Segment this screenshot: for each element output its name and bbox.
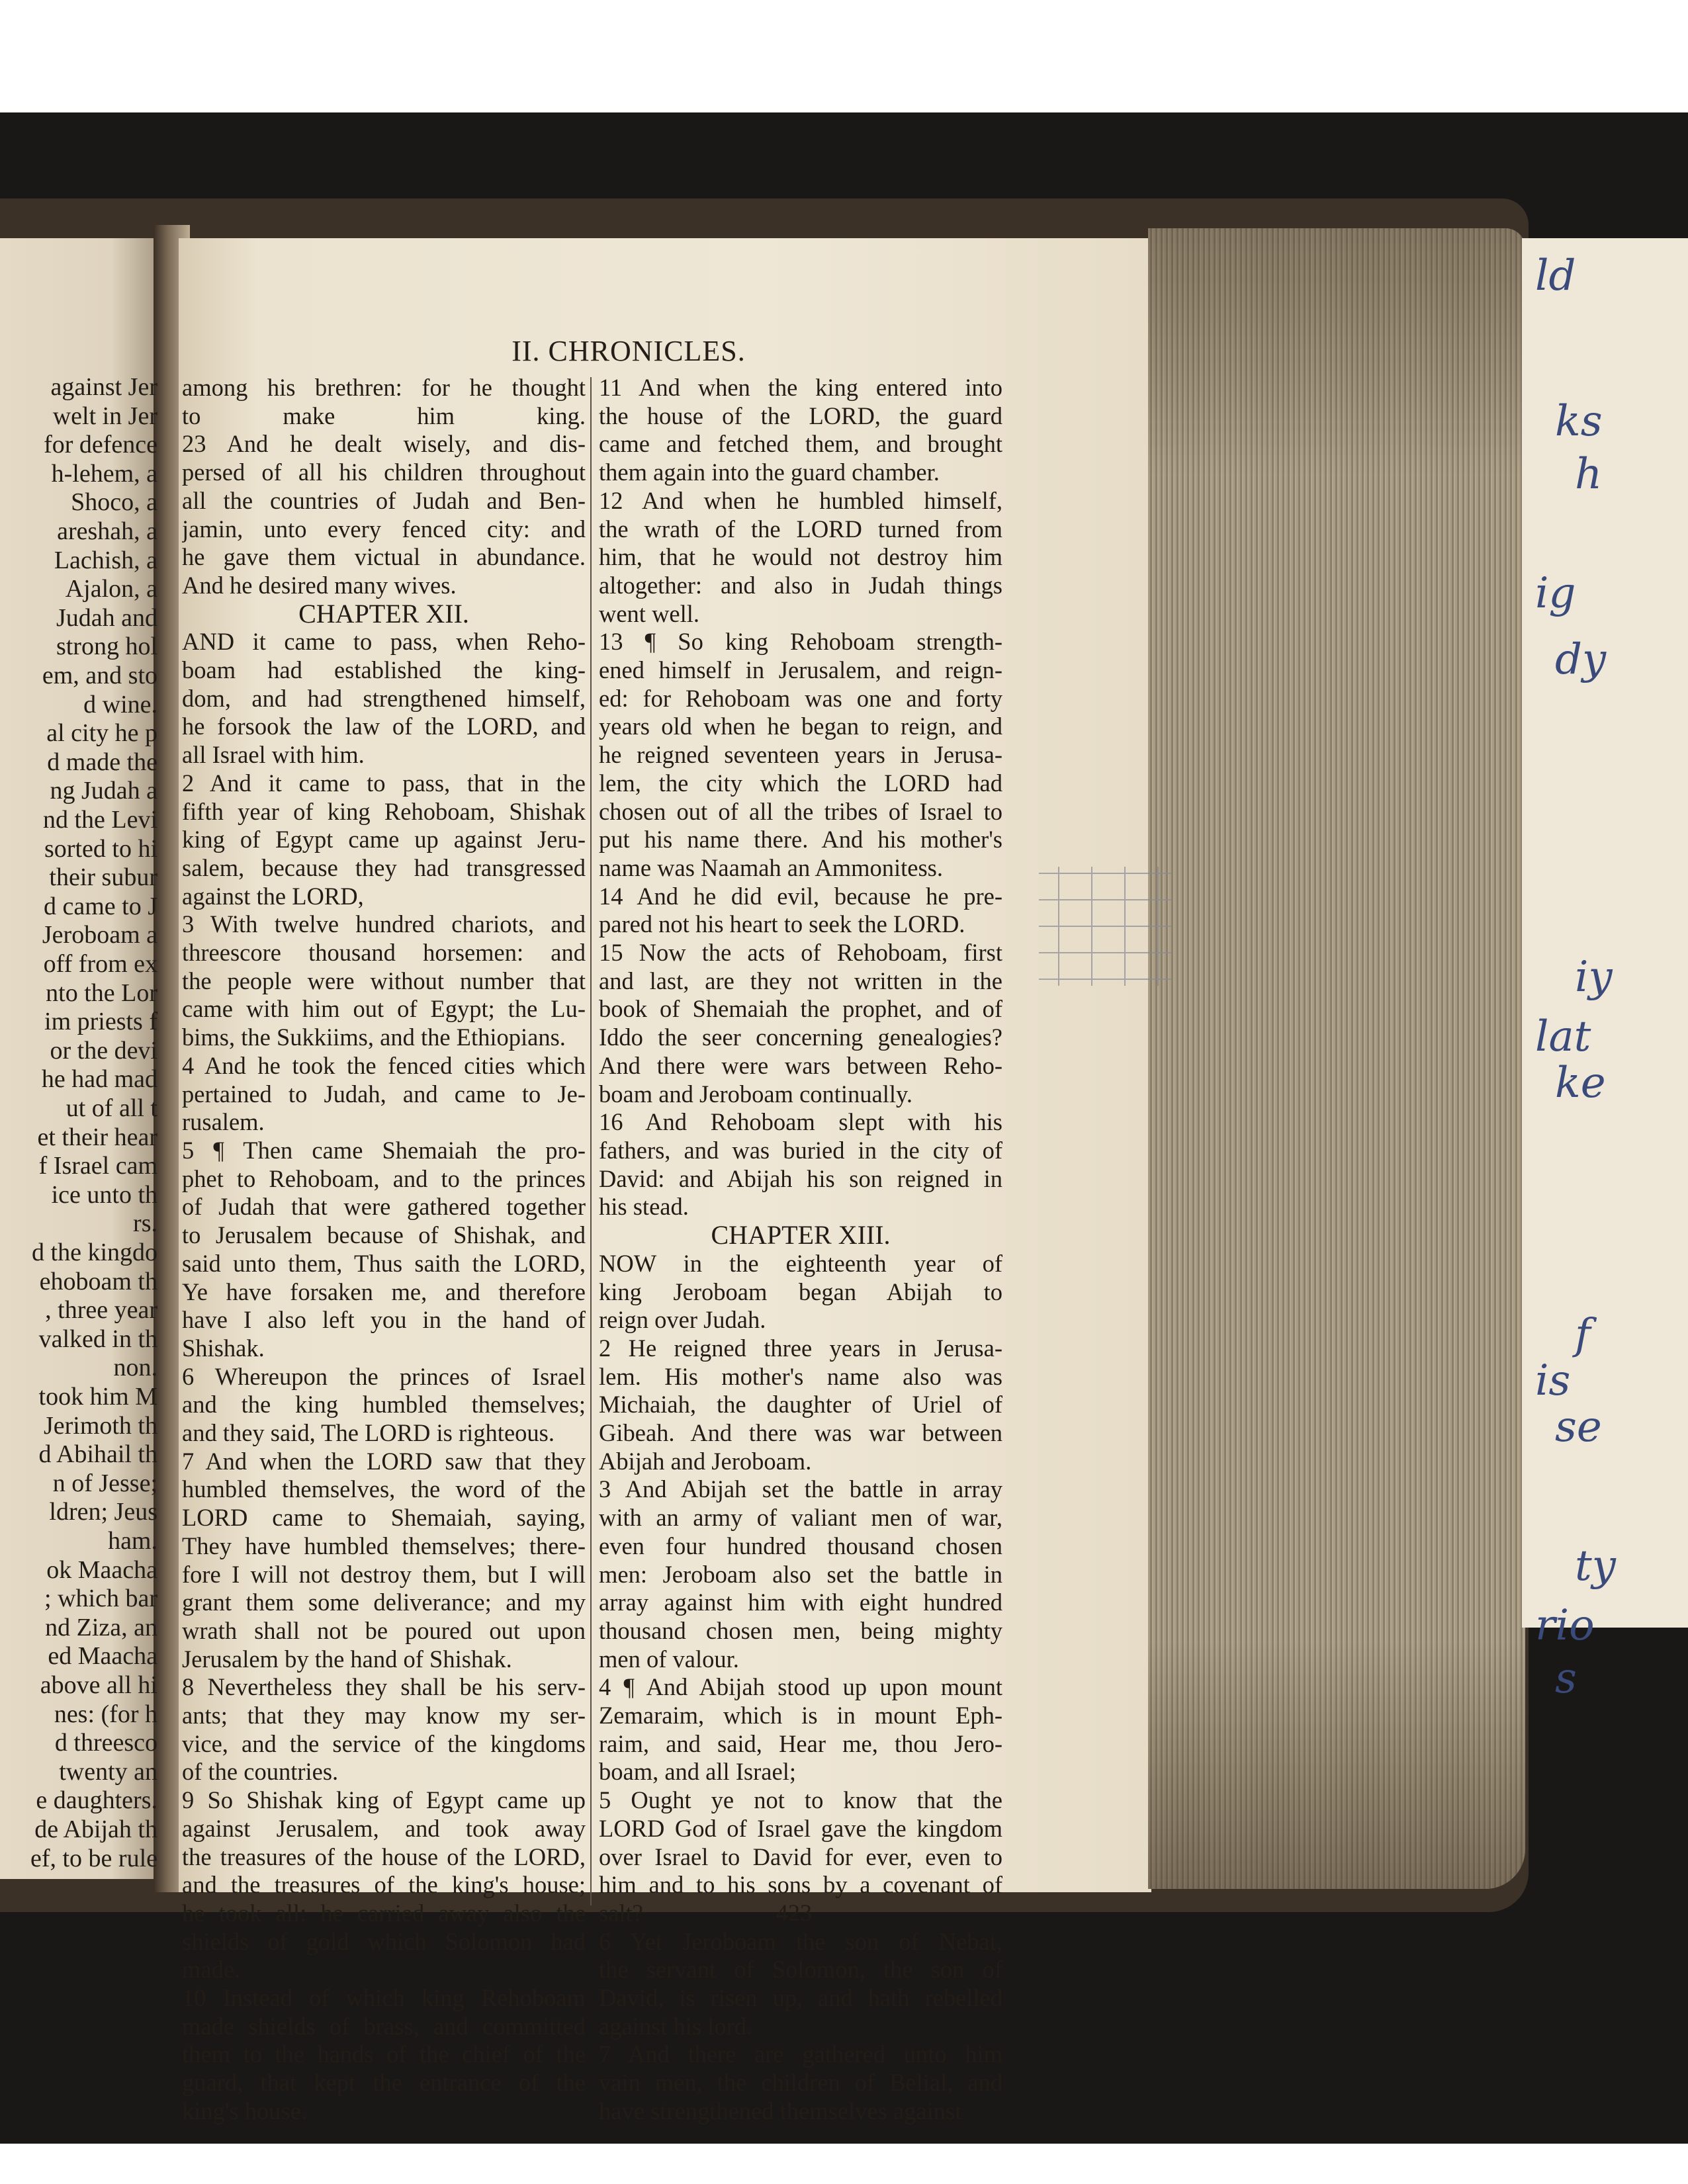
verse-line: 2 He reigned three years in Jerusa- <box>599 1334 1002 1362</box>
verse-line: Iddo the seer concerning genealogies? <box>599 1024 1002 1051</box>
left-page-fragment: d threesco <box>54 1729 157 1757</box>
verse-line: ants; that they may know my ser- <box>182 1702 586 1729</box>
verse-line: Michaiah, the daughter of Uriel of <box>599 1391 1002 1419</box>
left-page-fragment: ng Judah a <box>50 777 157 805</box>
verse-line: ed: for Rehoboam was one and forty <box>599 684 1002 712</box>
verse-line: he took all: he carried away also the <box>182 1899 586 1927</box>
verse-line: raim, and said, Hear me, thou Jero- <box>599 1729 1002 1757</box>
left-page-fragment: ham. <box>108 1527 157 1555</box>
verse-line: salt? <box>599 1899 643 1927</box>
left-page-fragment: Ajalon, a <box>65 575 157 603</box>
verse-line: rusalem. <box>182 1108 265 1136</box>
left-text-column <box>182 374 586 2126</box>
left-page-fragment: al city he p <box>46 719 157 748</box>
verse-line: among his brethren: for he thought <box>182 374 586 401</box>
left-page-fragment: Lachish, a <box>54 546 157 574</box>
verse-line: have I also left you in the hand of <box>182 1306 586 1334</box>
verse-line: and the treasures of the king's house; <box>182 1871 586 1899</box>
left-page-fragment: ok Maacha <box>46 1555 157 1584</box>
verse-line: king's house. <box>182 2097 308 2124</box>
verse-line: 4 ¶ And Abijah stood up upon mount <box>599 1673 1002 1701</box>
left-page-fragment: de Abijah th <box>34 1815 157 1843</box>
left-page-fragment: he had mad <box>41 1065 157 1094</box>
verse-line: They have humbled themselves; there- <box>182 1532 586 1559</box>
verse-line: Shishak. <box>182 1334 265 1362</box>
verse-line: he reigned seventeen years in Jerusa- <box>599 741 1002 769</box>
verse-line: David: and Abijah his son reigned in <box>599 1164 1002 1192</box>
verse-line: to Jerusalem because of Shishak, and <box>182 1221 586 1249</box>
left-page-fragment: , three year <box>45 1296 157 1325</box>
verse-line: even four hundred thousand chosen <box>599 1532 1002 1559</box>
pencil-annotation: f <box>1575 1310 1591 1359</box>
verse-line: king Jeroboam began Abijah to <box>599 1278 1002 1305</box>
left-page-fragment: et their hear <box>37 1123 157 1151</box>
verse-line: men of valour. <box>599 1645 739 1673</box>
left-page-fragment: sorted to hi <box>44 834 157 863</box>
page-fore-edge <box>1148 228 1525 1889</box>
left-page-fragment: Judah and <box>56 603 157 632</box>
verse-line: LORD came to Shemaiah, saying, <box>182 1504 586 1532</box>
verse-line: book of Shemaiah the prophet, and of <box>599 995 1002 1023</box>
verse-line: 11 And when the king entered into <box>599 374 1002 401</box>
verse-line: against the LORD, <box>182 882 364 910</box>
verse-line: him, that he would not destroy him <box>599 543 1002 571</box>
verse-line: over Israel to David for ever, even to <box>599 1843 1002 1870</box>
chapter-heading: CHAPTER XIII. <box>711 1221 891 1250</box>
verse-line: lem, the city which the LORD had <box>599 769 1002 797</box>
verse-line: Abijah and Jeroboam. <box>599 1447 812 1475</box>
verse-line: he gave them victual in abundance. <box>182 543 586 571</box>
page-number: 423 <box>776 1900 812 1926</box>
verse-line: 3 And Abijah set the battle in array <box>599 1475 1002 1503</box>
verse-line: 16 And Rehoboam slept with his <box>599 1108 1002 1136</box>
left-page-fragment: ehoboam th <box>39 1267 157 1295</box>
marginalia-strip <box>1522 238 1688 1628</box>
verse-line: 15 Now the acts of Rehoboam, first <box>599 939 1002 967</box>
verse-line: reign over Judah. <box>599 1306 766 1334</box>
verse-line: chosen out of all the tribes of Israel to <box>599 797 1002 825</box>
left-page-fragment: nd the Levi <box>42 806 157 834</box>
pencil-annotation: dy <box>1555 635 1607 684</box>
verse-line: came and fetched them, and brought <box>599 430 1002 458</box>
pencil-annotation: s <box>1555 1654 1577 1703</box>
verse-line: grant them some deliverance; and my <box>182 1589 586 1616</box>
left-page-fragment: ed Maacha <box>48 1642 157 1671</box>
verse-line: 23 And he dealt wisely, and dis- <box>182 430 586 458</box>
verse-line: Gibeah. And there was war between <box>599 1419 1002 1447</box>
verse-line: pertained to Judah, and came to Je- <box>182 1080 586 1108</box>
verse-line: 9 So Shishak king of Egypt came up <box>182 1786 586 1814</box>
left-page-fragment: d the kingdo <box>32 1239 157 1266</box>
verse-line: Zemaraim, which is in mount Eph- <box>599 1702 1002 1729</box>
verse-line: 5 Ought ye not to know that the <box>599 1786 1002 1814</box>
left-page-fragment: d wine. <box>83 690 157 719</box>
verse-line: with an army of valiant men of war, <box>599 1504 1002 1532</box>
verse-line: humbled themselves, the word of the <box>182 1475 586 1503</box>
verse-line: name was Naamah an Ammonitess. <box>599 853 944 881</box>
left-page-fragment: non. <box>113 1354 157 1382</box>
left-page-fragment: nes: (for h <box>54 1700 157 1728</box>
verse-line: of the countries. <box>182 1758 339 1786</box>
verse-line: 13 ¶ So king Rehoboam strength- <box>599 628 1002 656</box>
verse-line: against his lord. <box>599 2012 753 2040</box>
verse-line: vice, and the service of the kingdoms <box>182 1729 586 1757</box>
verse-line: have strengthened themselves against <box>599 2097 962 2124</box>
verse-line: Ye have forsaken me, and therefore <box>182 1278 586 1305</box>
verse-line: king of Egypt came up against Jeru- <box>182 826 586 853</box>
pencil-annotation: lat <box>1535 1012 1591 1061</box>
chapter-heading: CHAPTER XII. <box>298 599 469 629</box>
verse-line: wrath shall not be poured out upon <box>182 1616 586 1644</box>
verse-line: to make him king. <box>182 402 586 429</box>
right-text-column <box>599 374 1002 2126</box>
pencil-annotation: ig <box>1535 569 1576 618</box>
verse-line: 7 And when the LORD saw that they <box>182 1447 586 1475</box>
left-page-fragment: off from ex <box>43 950 157 978</box>
verse-line: And there were wars between Reho- <box>599 1051 1002 1079</box>
left-page-fragment: Jerimoth th <box>43 1411 157 1440</box>
verse-line: boam had established the king- <box>182 656 586 684</box>
verse-line: array against him with eight hundred <box>599 1589 1002 1616</box>
verse-line: boam, and all Israel; <box>599 1758 796 1786</box>
left-page-fragment: nd Ziza, an <box>45 1613 157 1641</box>
left-page-fragment: ; which bar <box>44 1585 157 1613</box>
verse-line: lem. His mother's name also was <box>599 1362 1002 1390</box>
left-page-fragment: ice unto th <box>51 1180 157 1209</box>
left-page-fragment: ef, to be rule <box>30 1844 157 1872</box>
column-rule <box>590 377 592 1905</box>
verse-line: years old when he began to reign, and <box>599 713 1002 740</box>
pencil-annotation: h <box>1575 450 1603 499</box>
left-page-fragment: d made the <box>47 748 157 776</box>
verse-line: shields of gold which Solomon had <box>182 1927 586 1955</box>
verse-line: all the countries of Judah and Ben- <box>182 486 586 514</box>
verse-line: thousand chosen men, being mighty <box>599 1616 1002 1644</box>
verse-line: 14 And he did evil, because he pre- <box>599 882 1002 910</box>
left-page-fragment: f Israel cam <box>38 1152 157 1180</box>
verse-line: he forsook the law of the LORD, and <box>182 713 586 740</box>
verse-line: 7 And there are gathered unto him <box>599 2040 1002 2068</box>
verse-line: made. <box>182 1956 241 1984</box>
verse-line: against Jerusalem, and took away <box>182 1814 586 1842</box>
left-page-fragment: welt in Jer <box>52 402 157 430</box>
verse-line: put his name there. And his mother's <box>599 826 1002 853</box>
verse-line: guard, that kept the entrance of the <box>182 2069 586 2097</box>
verse-line: Jerusalem by the hand of Shishak. <box>182 1645 512 1673</box>
left-page-fragment: took him M <box>38 1383 157 1411</box>
left-page-fragment: or the devi <box>50 1036 157 1065</box>
pencil-annotation: is <box>1535 1356 1571 1405</box>
verse-line: 12 And when he humbled himself, <box>599 486 1002 514</box>
verse-line: 3 With twelve hundred chariots, and <box>182 910 586 938</box>
verse-line: bims, the Sukkiims, and the Ethiopians. <box>182 1024 566 1051</box>
left-page-fragment: against Jer <box>50 373 157 401</box>
verse-line: pared not his heart to seek the LORD. <box>599 910 965 938</box>
verse-line: his stead. <box>599 1193 689 1221</box>
left-page-fragment: n of Jesse; <box>52 1469 157 1497</box>
verse-line: made shields of brass, and committed <box>182 2012 586 2040</box>
left-page-fragment: e daughters. <box>36 1786 157 1815</box>
pencil-annotation: rio <box>1535 1601 1595 1650</box>
left-page-fragment: ldren; Jeus <box>49 1498 157 1526</box>
verse-line: 10 Instead of which king Rehoboam <box>182 1984 586 2012</box>
verse-line: threescore thousand horsemen: and <box>182 939 586 967</box>
verse-line: vain men, the children of Belial, and <box>599 2069 1002 2097</box>
verse-line: NOW in the eighteenth year of <box>599 1249 1002 1277</box>
left-page-fragment: d Abihail th <box>38 1440 157 1469</box>
left-page-fragment: strong hol <box>56 633 157 661</box>
verse-line: altogether: and also in Judah things <box>599 571 1002 599</box>
left-page-fragment: twenty an <box>59 1757 157 1786</box>
pencil-annotation: ty <box>1575 1542 1616 1591</box>
pencil-annotation: ks <box>1555 397 1603 446</box>
left-page-fragment: d came to J <box>43 892 157 920</box>
verse-line: all Israel with him. <box>182 741 365 769</box>
verse-line: said unto them, Thus saith the LORD, <box>182 1249 586 1277</box>
verse-line: dom, and had strengthened himself, <box>182 684 586 712</box>
pencil-annotation: se <box>1555 1403 1602 1452</box>
verse-line: ened himself in Jerusalem, and reign- <box>599 656 1002 684</box>
left-page-fragment: Jeroboam a <box>42 921 157 949</box>
verse-line: them to the hands of the chief of the <box>182 2040 586 2068</box>
verse-line: came with him out of Egypt; the Lu- <box>182 995 586 1023</box>
left-page-fragment: nto the Lor <box>46 979 157 1007</box>
left-page-fragment: for defence <box>44 431 157 459</box>
running-head: II. CHRONICLES. <box>511 335 746 367</box>
pencil-annotation: ke <box>1555 1059 1606 1108</box>
verse-line: salem, because they had transgressed <box>182 853 586 881</box>
verse-line: the people were without number that <box>182 967 586 994</box>
verse-line: 5 ¶ Then came Shemaiah the pro- <box>182 1136 586 1164</box>
left-page-fragment: their subur <box>49 863 157 892</box>
verse-line: LORD God of Israel gave the kingdom <box>599 1814 1002 1842</box>
pencil-annotation: iy <box>1575 953 1613 1002</box>
verse-line: the wrath of the LORD turned from <box>599 515 1002 543</box>
verse-line: 2 And it came to pass, that in the <box>182 769 586 797</box>
verse-line: boam and Jeroboam continually. <box>599 1080 913 1108</box>
verse-line: fifth year of king Rehoboam, Shishak <box>182 797 586 825</box>
verse-line: 6 Yet Jeroboam the son of Nebat, <box>599 1927 1002 1955</box>
verse-line: persed of all his children throughout <box>182 459 586 486</box>
verse-line: phet to Rehoboam, and to the princes <box>182 1164 586 1192</box>
left-page-fragment: h-lehem, a <box>51 459 157 488</box>
left-page-fragment: areshah, a <box>57 517 157 545</box>
left-page-fragment: above all hi <box>40 1671 157 1699</box>
verse-line: And he desired many wives. <box>182 571 457 599</box>
verse-line: the treasures of the house of the LORD, <box>182 1843 586 1870</box>
left-page-fragment: em, and sto <box>42 662 157 689</box>
left-page-fragment: im priests f <box>44 1008 157 1036</box>
verse-line: fathers, and was buried in the city of <box>599 1136 1002 1164</box>
pencil-grid-sketch <box>1032 860 1178 992</box>
verse-line: jamin, unto every fenced city: and <box>182 515 586 543</box>
verse-line: AND it came to pass, when Reho- <box>182 628 586 656</box>
pencil-annotation: ld <box>1535 251 1576 300</box>
verse-line: the house of the LORD, the guard <box>599 402 1002 429</box>
verse-line: him and to his sons by a covenant of <box>599 1871 1002 1899</box>
verse-line: fore I will not destroy them, but I will <box>182 1560 586 1588</box>
verse-line: 6 Whereupon the princes of Israel <box>182 1362 586 1390</box>
left-page-fragment: ut of all t <box>66 1094 157 1122</box>
verse-line: of Judah that were gathered together <box>182 1193 586 1221</box>
verse-line: and they said, The LORD is righteous. <box>182 1419 555 1447</box>
left-page-fragment: Shoco, a <box>71 488 157 517</box>
verse-line: 8 Nevertheless they shall be his serv- <box>182 1673 586 1701</box>
verse-line: 4 And he took the fenced cities which <box>182 1051 586 1079</box>
verse-line: and last, are they not written in the <box>599 967 1002 994</box>
verse-line: went well. <box>599 599 700 627</box>
verse-line: them again into the guard chamber. <box>599 459 940 486</box>
left-page-fragment: rs. <box>133 1209 157 1238</box>
left-page-fragment: valked in th <box>38 1325 157 1353</box>
verse-line: the servant of Solomon, the son of <box>599 1956 1002 1984</box>
verse-line: David, is risen up, and hath rebelled <box>599 1984 1002 2012</box>
verse-line: and the king humbled themselves; <box>182 1391 586 1419</box>
verse-line: men: Jeroboam also set the battle in <box>599 1560 1002 1588</box>
